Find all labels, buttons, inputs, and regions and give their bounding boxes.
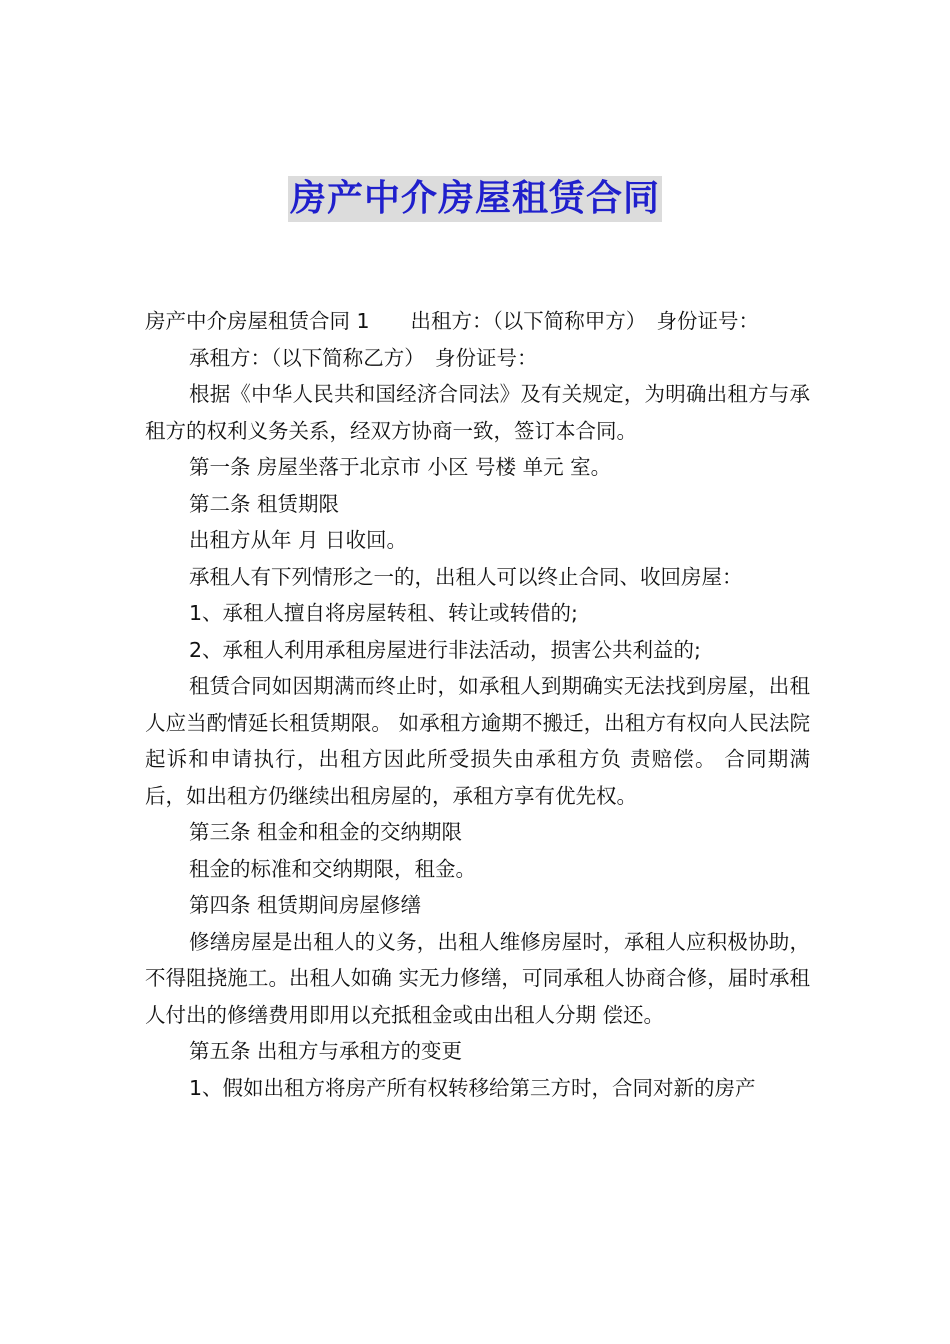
- document-body: [145, 303, 810, 1106]
- paragraph-article-2-item-1: 1、承租人擅自将房屋转租、转让或转借的;: [189, 601, 578, 625]
- paragraph-parties-lessee: 承租方：（以下简称乙方） 身份证号：: [189, 345, 538, 370]
- paragraph-article-3-heading: 第三条 租金和租金的交纳期限: [189, 820, 463, 844]
- paragraph-article-2-heading: 第二条 租赁期限: [189, 491, 340, 516]
- title-container: [0, 176, 950, 222]
- document-title: 房产中介房屋租赁合同: [288, 176, 662, 222]
- paragraph-article-4-heading: 第四条 租赁期间房屋修缮: [189, 893, 422, 917]
- paragraph-article-4-repairs: 修缮房屋是出租人的义务，出租人维修房屋时，承租人应积极协助，不得阻挠施工。出租人如确 实无力修缮，可同承租人协商合修，届时承租人付出的修缮费用即用以充抵租金或由出租人分期 偿还。: [145, 929, 810, 1027]
- paragraph-article-2-item-2: 2、承租人利用承租房屋进行非法活动，损害公共利益的;: [189, 637, 701, 662]
- paragraph-preamble: 根据《中华人民共和国经济合同法》及有关规定，为明确出租方与承租方的权利义务关系，经双方协商一致，签订本合同。: [145, 382, 810, 443]
- paragraph-article-3-rent: 租金的标准和交纳期限，租金。: [189, 856, 476, 881]
- paragraph-article-2-term: 出租方从年 月 日收回。: [189, 528, 408, 552]
- paragraph-parties-lessor: 房产中介房屋租赁合同 1 出租方：（以下简称甲方） 身份证号：: [145, 309, 760, 333]
- paragraph-article-2-expiry: 租赁合同如因期满而终止时，如承租人到期确实无法找到房屋，出租人应当酌情延长租赁期限。 如承租方逾期不搬迁，出租方有权向人民法院起诉和申请执行，出租方因此所受损失由承租方负 责赔偿。 合同期满后，如出租方仍继续出租房屋的，承租方享有优先权。: [145, 674, 810, 808]
- paragraph-article-2-termination: 承租人有下列情形之一的，出租人可以终止合同、收回房屋：: [189, 564, 743, 589]
- paragraph-article-1: 第一条 房屋坐落于北京市 小区 号楼 单元 室。: [189, 455, 612, 479]
- paragraph-article-5-item-1: 1、假如出租方将房产所有权转移给第三方时，合同对新的房产: [189, 1075, 756, 1100]
- paragraph-article-5-heading: 第五条 出租方与承租方的变更: [189, 1039, 463, 1063]
